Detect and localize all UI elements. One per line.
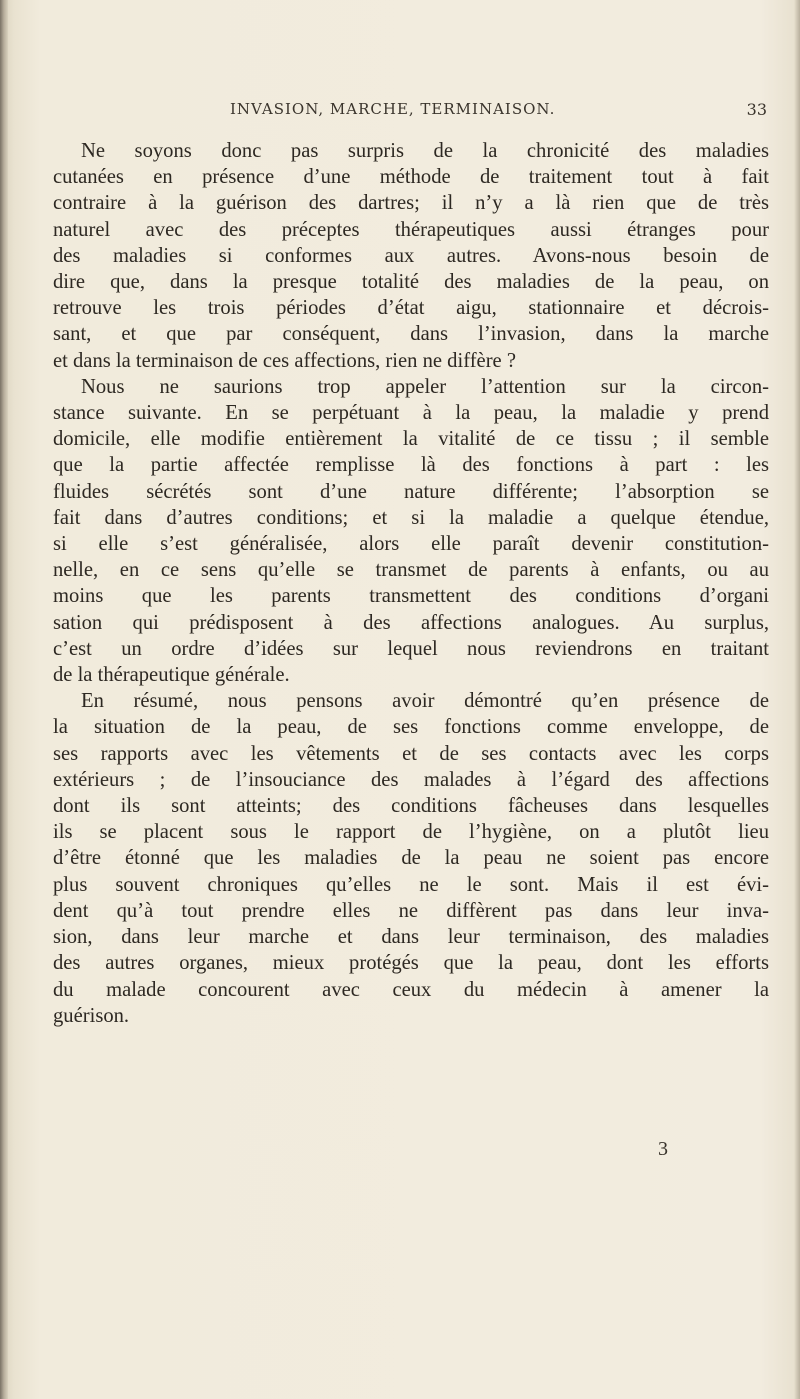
text-line: dent qu’à tout prendre elles ne diffèrent pas dans leur inva- xyxy=(53,899,769,922)
text-line: dont ils sont atteints; des conditions fâcheuses dans lesquelles xyxy=(53,795,769,818)
body-text xyxy=(53,138,769,1029)
paragraph-1 xyxy=(53,138,769,374)
text-line: c’est un ordre d’idées sur lequel nous reviendrons en traitant xyxy=(53,637,769,660)
page-header xyxy=(60,100,800,128)
binding-edge xyxy=(0,0,8,1399)
text-line: En résumé, nous pensons avoir démontré qu’en présence de xyxy=(81,690,769,713)
text-line: et dans la terminaison de ces affections, rien ne diffère ? xyxy=(53,349,516,372)
text-line: sation qui prédisposent à des affections analogues. Au surplus, xyxy=(53,611,769,634)
text-line: contraire à la guérison des dartres; il n’y a là rien que de très xyxy=(53,192,769,215)
running-title: INVASION, MARCHE, TERMINAISON. xyxy=(230,100,556,118)
text-line: de la thérapeutique générale. xyxy=(53,664,290,687)
signature-mark: 3 xyxy=(658,1138,668,1160)
text-line: fait dans d’autres conditions; et si la maladie a quelque étendue, xyxy=(53,506,769,529)
paragraph-2 xyxy=(53,374,769,688)
text-line: Ne soyons donc pas surpris de la chronicité des maladies xyxy=(81,140,769,162)
text-line: nelle, en ce sens qu’elle se transmet de parents à enfants, ou au xyxy=(53,559,769,582)
page-number: 33 xyxy=(746,100,767,119)
text-line: du malade concourent avec ceux du médecin à amener la xyxy=(53,978,769,1001)
text-line: que la partie affectée remplisse là des fonctions à part : les xyxy=(53,454,769,477)
page-edge xyxy=(794,0,800,1399)
text-line: sion, dans leur marche et dans leur terminaison, des maladies xyxy=(53,926,769,949)
text-line: ses rapports avec les vêtements et de ses contacts avec les corps xyxy=(53,742,769,765)
text-line: ils se placent sous le rapport de l’hygiène, on a plutôt lieu xyxy=(53,821,769,844)
text-line: si elle s’est généralisée, alors elle paraît devenir constitution- xyxy=(53,533,769,556)
text-line: sant, et que par conséquent, dans l’invasion, dans la marche xyxy=(53,323,769,346)
paragraph-3 xyxy=(53,688,769,1029)
text-line: guérison. xyxy=(53,1004,130,1027)
text-line: stance suivante. En se perpétuant à la peau, la maladie y prend xyxy=(53,402,769,425)
text-line: des maladies si conformes aux autres. Avons-nous besoin de xyxy=(53,244,769,267)
text-line: cutanées en présence d’une méthode de traitement tout à fait xyxy=(53,166,769,189)
text-line: dire que, dans la presque totalité des maladies de la peau, on xyxy=(53,271,769,294)
text-line: extérieurs ; de l’insouciance des malades à l’égard des affections xyxy=(53,768,769,791)
text-line: plus souvent chroniques qu’elles ne le sont. Mais il est évi- xyxy=(53,873,769,896)
text-line: des autres organes, mieux protégés que la peau, dont les efforts xyxy=(53,952,769,975)
text-line: fluides sécrétés sont d’une nature différente; l’absorption se xyxy=(53,480,769,503)
text-line: la situation de la peau, de ses fonctions comme enveloppe, de xyxy=(53,716,769,739)
text-line: d’être étonné que les maladies de la peau ne soient pas encore xyxy=(53,847,769,870)
text-line: naturel avec des préceptes thérapeutiques aussi étranges pour xyxy=(53,218,769,241)
text-line: moins que les parents transmettent des conditions d’organi xyxy=(53,585,769,608)
text-line: domicile, elle modifie entièrement la vitalité de ce tissu ; il semble xyxy=(53,428,769,451)
text-line: retrouve les trois périodes d’état aigu, stationnaire et décrois- xyxy=(53,297,769,320)
text-line: Nous ne saurions trop appeler l’attention sur la circon- xyxy=(81,375,769,398)
